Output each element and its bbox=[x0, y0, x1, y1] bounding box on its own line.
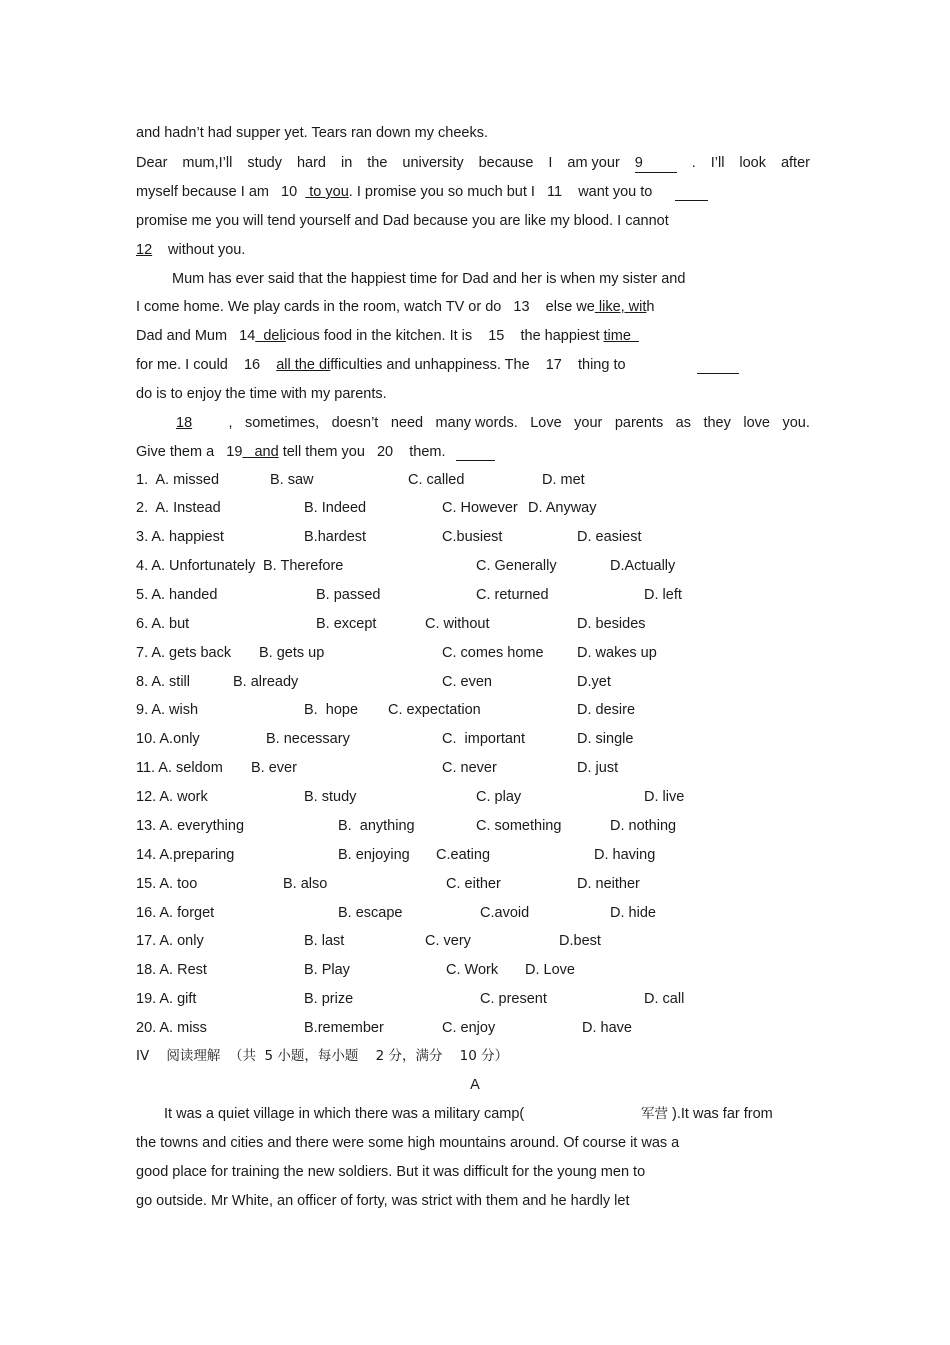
option-row-1: 1. A. missed B. saw C. called D. met bbox=[136, 472, 585, 488]
passage-line-5: 12 without you. bbox=[136, 242, 246, 258]
answer-blank bbox=[675, 199, 708, 201]
passage-line-10: do is to enjoy the time with my parents. bbox=[136, 386, 387, 402]
option-row-18: 18. A. Rest B. Play C. Work D. Love bbox=[136, 962, 575, 978]
option-row-11: 11. A. seldom B. ever C. never D. just bbox=[136, 760, 619, 776]
option-row-14: 14. A.preparing B. enjoying C.eating D. having bbox=[136, 847, 656, 863]
passage-line-1: and hadn’t had supper yet. Tears ran down my cheeks. bbox=[136, 125, 488, 141]
passage-line-7: I come home. We play cards in the room, watch TV or do 13 else we like, with bbox=[136, 299, 655, 315]
reading-line-4: go outside. Mr White, an officer of forty, was strict with them and he hardly let bbox=[136, 1193, 630, 1209]
option-row-17: 17. A. only B. last C. very D.best bbox=[136, 933, 601, 949]
answer-blank bbox=[456, 459, 495, 461]
section-heading: IV 阅读理解 （共 5 小题，每小题 2 分，满分 10 分） bbox=[136, 1048, 509, 1064]
passage-line-11: 18 , sometimes, doesn’t need many words. Love your parents as they love you. bbox=[176, 415, 810, 431]
option-row-12: 12. A. work B. study C. play D. live bbox=[136, 789, 685, 805]
option-row-3: 3. A. happiest B.hardest C.busiest D. easiest bbox=[136, 529, 642, 545]
option-row-16: 16. A. forget B. escape C.avoid D. hide bbox=[136, 905, 656, 921]
passage-line-8: Dad and Mum 14 delicious food in the kitchen. It is 15 the happiest time bbox=[136, 328, 639, 344]
passage-line-4: promise me you will tend yourself and Dad because you are like my blood. I cannot bbox=[136, 213, 669, 229]
reading-line-2: the towns and cities and there were some high mountains around. Of course it was a bbox=[136, 1135, 680, 1151]
passage-line-9: for me. I could 16 all the difficulties and unhappiness. The 17 thing to bbox=[136, 357, 626, 373]
option-row-15: 15. A. too B. also C. either D. neither bbox=[136, 876, 640, 892]
reading-line-3: good place for training the new soldiers. But it was difficult for the young men to bbox=[136, 1164, 646, 1180]
option-row-8: 8. A. still B. already C. even D.yet bbox=[136, 674, 611, 690]
passage-line-6: Mum has ever said that the happiest time for Dad and her is when my sister and bbox=[172, 271, 686, 287]
reading-line-1: It was a quiet village in which there was a military camp( bbox=[164, 1106, 525, 1122]
passage-line-12: Give them a 19 and tell them you 20 them. bbox=[136, 444, 446, 460]
option-row-2: 2. A. Instead B. Indeed C. However D. Anyway bbox=[136, 500, 597, 516]
passage-line-3: myself because I am 10 to you. I promise you so much but I 11 want you to bbox=[136, 184, 657, 200]
option-row-5: 5. A. handed B. passed C. returned D. left bbox=[136, 587, 682, 603]
answer-blank bbox=[697, 372, 739, 374]
option-row-6: 6. A. but B. except C. without D. besides bbox=[136, 616, 646, 632]
passage-line-2: Dear mum,I’ll study hard in the university because I am your 9 . I’ll look after bbox=[136, 155, 810, 171]
section-part-label: A bbox=[470, 1077, 480, 1093]
option-row-7: 7. A. gets back B. gets up C. comes home D. wakes up bbox=[136, 645, 657, 661]
option-row-4: 4. A. Unfortunately B. Therefore C. Generally D.Actually bbox=[136, 558, 676, 574]
option-row-10: 10. A.only B. necessary C. important D. single bbox=[136, 731, 634, 747]
option-row-9: 9. A. wish B. hope C. expectation D. desire bbox=[136, 702, 636, 718]
option-row-19: 19. A. gift B. prize C. present D. call bbox=[136, 991, 685, 1007]
option-row-20: 20. A. miss B.remember C. enjoy D. have bbox=[136, 1020, 632, 1036]
option-row-13: 13. A. everything B. anything C. something D. nothing bbox=[136, 818, 677, 834]
reading-line-1-end: 军营 ).It was far from bbox=[641, 1106, 773, 1122]
